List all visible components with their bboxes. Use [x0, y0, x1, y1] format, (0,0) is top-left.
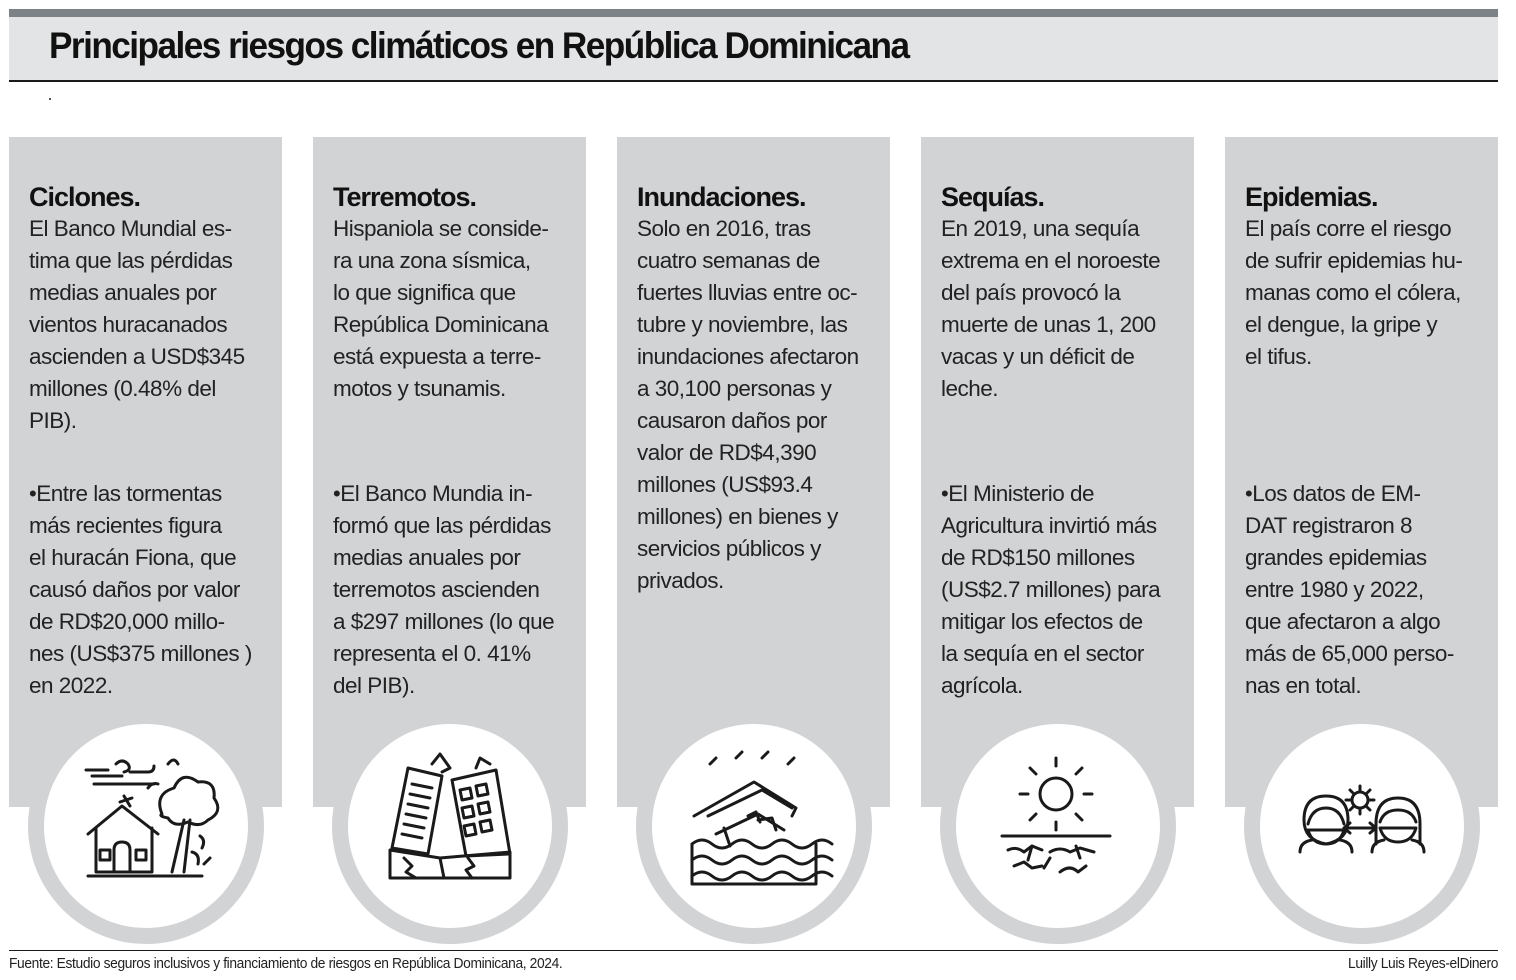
- text-line: muerte de unas 1, 200: [941, 312, 1156, 337]
- text-line: formó que las pérdidas: [333, 513, 551, 538]
- text-line: extrema en el noroeste: [941, 248, 1161, 273]
- icon-ring-epidemias: [1260, 724, 1464, 928]
- text-line: más recientes figura: [29, 513, 222, 538]
- card-bullet: [29, 478, 284, 702]
- text-line: leche.: [941, 376, 999, 401]
- text-line: (US$2.7 millones) para: [941, 577, 1161, 602]
- bullet-marker: •: [1245, 481, 1253, 506]
- text-line: mitigar los efectos de: [941, 609, 1143, 634]
- text-line: República Dominicana: [333, 312, 549, 337]
- card-text: [333, 213, 583, 405]
- text-line: lo que significa que: [333, 280, 516, 305]
- text-line: que afectaron a algo: [1245, 609, 1441, 634]
- text-line: del PIB).: [333, 673, 415, 698]
- text-line: nes (US$375 millones ): [29, 641, 252, 666]
- text-line: el huracán Fiona, que: [29, 545, 237, 570]
- text-line: de RD$20,000 millo-: [29, 609, 225, 634]
- card-title: Terremotos.: [333, 182, 477, 212]
- text-line: causó daños por valor: [29, 577, 240, 602]
- card-bullet: [333, 478, 588, 702]
- text-line: inundaciones afectaron: [637, 344, 859, 369]
- text-line: más de 65,000 perso-: [1245, 641, 1454, 666]
- card-title: Epidemias.: [1245, 182, 1378, 212]
- footer-rule: [9, 950, 1498, 951]
- text-line: medias anuales por: [29, 280, 217, 305]
- card-epidemias: [1225, 137, 1498, 807]
- page-title: Principales riesgos climáticos en República Dominicana: [49, 25, 909, 66]
- icon-ring-terremotos: [348, 724, 552, 928]
- card-title: Inundaciones.: [637, 182, 806, 212]
- text-line: millones (US$93.4: [637, 472, 813, 497]
- card-text: [1245, 213, 1495, 373]
- text-line: vacas y un déficit de: [941, 344, 1135, 369]
- card-text: [637, 213, 887, 597]
- text-line: Agricultura invirtió más: [941, 513, 1157, 538]
- text-line: DAT registraron 8: [1245, 513, 1412, 538]
- text-line: del país provocó la: [941, 280, 1121, 305]
- icon-ring-sequias: [956, 724, 1160, 928]
- text-line: tubre y noviembre, las: [637, 312, 848, 337]
- text-line: agrícola.: [941, 673, 1023, 698]
- text-line: el dengue, la gripe y: [1245, 312, 1438, 337]
- text-line: motos y tsunamis.: [333, 376, 506, 401]
- text-line: vientos huracanados: [29, 312, 228, 337]
- card-ciclones: [9, 137, 282, 807]
- text-line: manas como el cólera,: [1245, 280, 1461, 305]
- text-line: medias anuales por: [333, 545, 521, 570]
- text-line: Solo en 2016, tras: [637, 216, 811, 241]
- card-bullet: [1245, 478, 1500, 702]
- text-line: está expuesta a terre-: [333, 344, 541, 369]
- text-line: Entre las tormentas: [36, 481, 222, 506]
- text-line: terremotos ascienden: [333, 577, 540, 602]
- hurricane-house-icon: [44, 724, 248, 928]
- text-line: Los datos de EM-: [1252, 481, 1421, 506]
- text-line: entre 1980 y 2022,: [1245, 577, 1424, 602]
- text-line: El Banco Mundial es-: [29, 216, 232, 241]
- text-line: cuatro semanas de: [637, 248, 820, 273]
- text-line: a $297 millones (lo que: [333, 609, 555, 634]
- virus-transmission-icon: [1260, 724, 1464, 928]
- text-line: fuertes lluvias entre oc-: [637, 280, 858, 305]
- card-body: [941, 181, 1191, 405]
- card-inundaciones: [617, 137, 890, 807]
- card-title: Sequías.: [941, 182, 1045, 212]
- text-line: servicios públicos y: [637, 536, 821, 561]
- text-line: grandes epidemias: [1245, 545, 1427, 570]
- text-line: valor de RD$4,390: [637, 440, 817, 465]
- drought-sun-icon: [956, 724, 1160, 928]
- earthquake-buildings-icon: [348, 724, 552, 928]
- card-title: Ciclones.: [29, 182, 141, 212]
- text-line: El Ministerio de: [948, 481, 1095, 506]
- decorative-dot: [49, 98, 51, 100]
- text-line: en 2022.: [29, 673, 113, 698]
- card-sequias: [921, 137, 1194, 807]
- text-line: ra una zona sísmica,: [333, 248, 531, 273]
- text-line: de sufrir epidemias hu-: [1245, 248, 1463, 273]
- text-line: la sequía en el sector: [941, 641, 1144, 666]
- text-line: millones) en bienes y: [637, 504, 838, 529]
- card-body: [29, 181, 279, 437]
- text-line: PIB).: [29, 408, 77, 433]
- icon-ring-inundaciones: [652, 724, 856, 928]
- text-line: el tifus.: [1245, 344, 1312, 369]
- card-text: [941, 213, 1191, 405]
- card-body: [637, 181, 887, 597]
- card-terremotos: [313, 137, 586, 807]
- text-line: causaron daños por: [637, 408, 827, 433]
- text-line: de RD$150 millones: [941, 545, 1135, 570]
- card-text: [29, 213, 279, 437]
- bullet-marker: •: [29, 481, 37, 506]
- card-bullet: [941, 478, 1196, 702]
- text-line: El Banco Mundia in-: [340, 481, 533, 506]
- text-line: Hispaniola se conside-: [333, 216, 549, 241]
- flooded-house-icon: [652, 724, 856, 928]
- bullet-marker: •: [941, 481, 949, 506]
- source-note: Fuente: Estudio seguros inclusivos y financiamiento de riesgos en República Dominicana, 2024.: [9, 955, 563, 972]
- title-band: [9, 17, 1498, 82]
- text-line: nas en total.: [1245, 673, 1362, 698]
- text-line: ascienden a USD$345: [29, 344, 245, 369]
- text-line: privados.: [637, 568, 724, 593]
- bullet-marker: •: [333, 481, 341, 506]
- text-line: El país corre el riesgo: [1245, 216, 1452, 241]
- text-line: En 2019, una sequía: [941, 216, 1140, 241]
- text-line: a 30,100 personas y: [637, 376, 832, 401]
- icon-ring-ciclones: [44, 724, 248, 928]
- text-line: millones (0.48% del: [29, 376, 216, 401]
- card-body: [333, 181, 583, 405]
- text-line: representa el 0. 41%: [333, 641, 531, 666]
- text-line: tima que las pérdidas: [29, 248, 233, 273]
- card-body: [1245, 181, 1495, 373]
- header-accent-bar: [9, 9, 1498, 17]
- author-credit: Luilly Luis Reyes-elDinero: [1348, 955, 1498, 972]
